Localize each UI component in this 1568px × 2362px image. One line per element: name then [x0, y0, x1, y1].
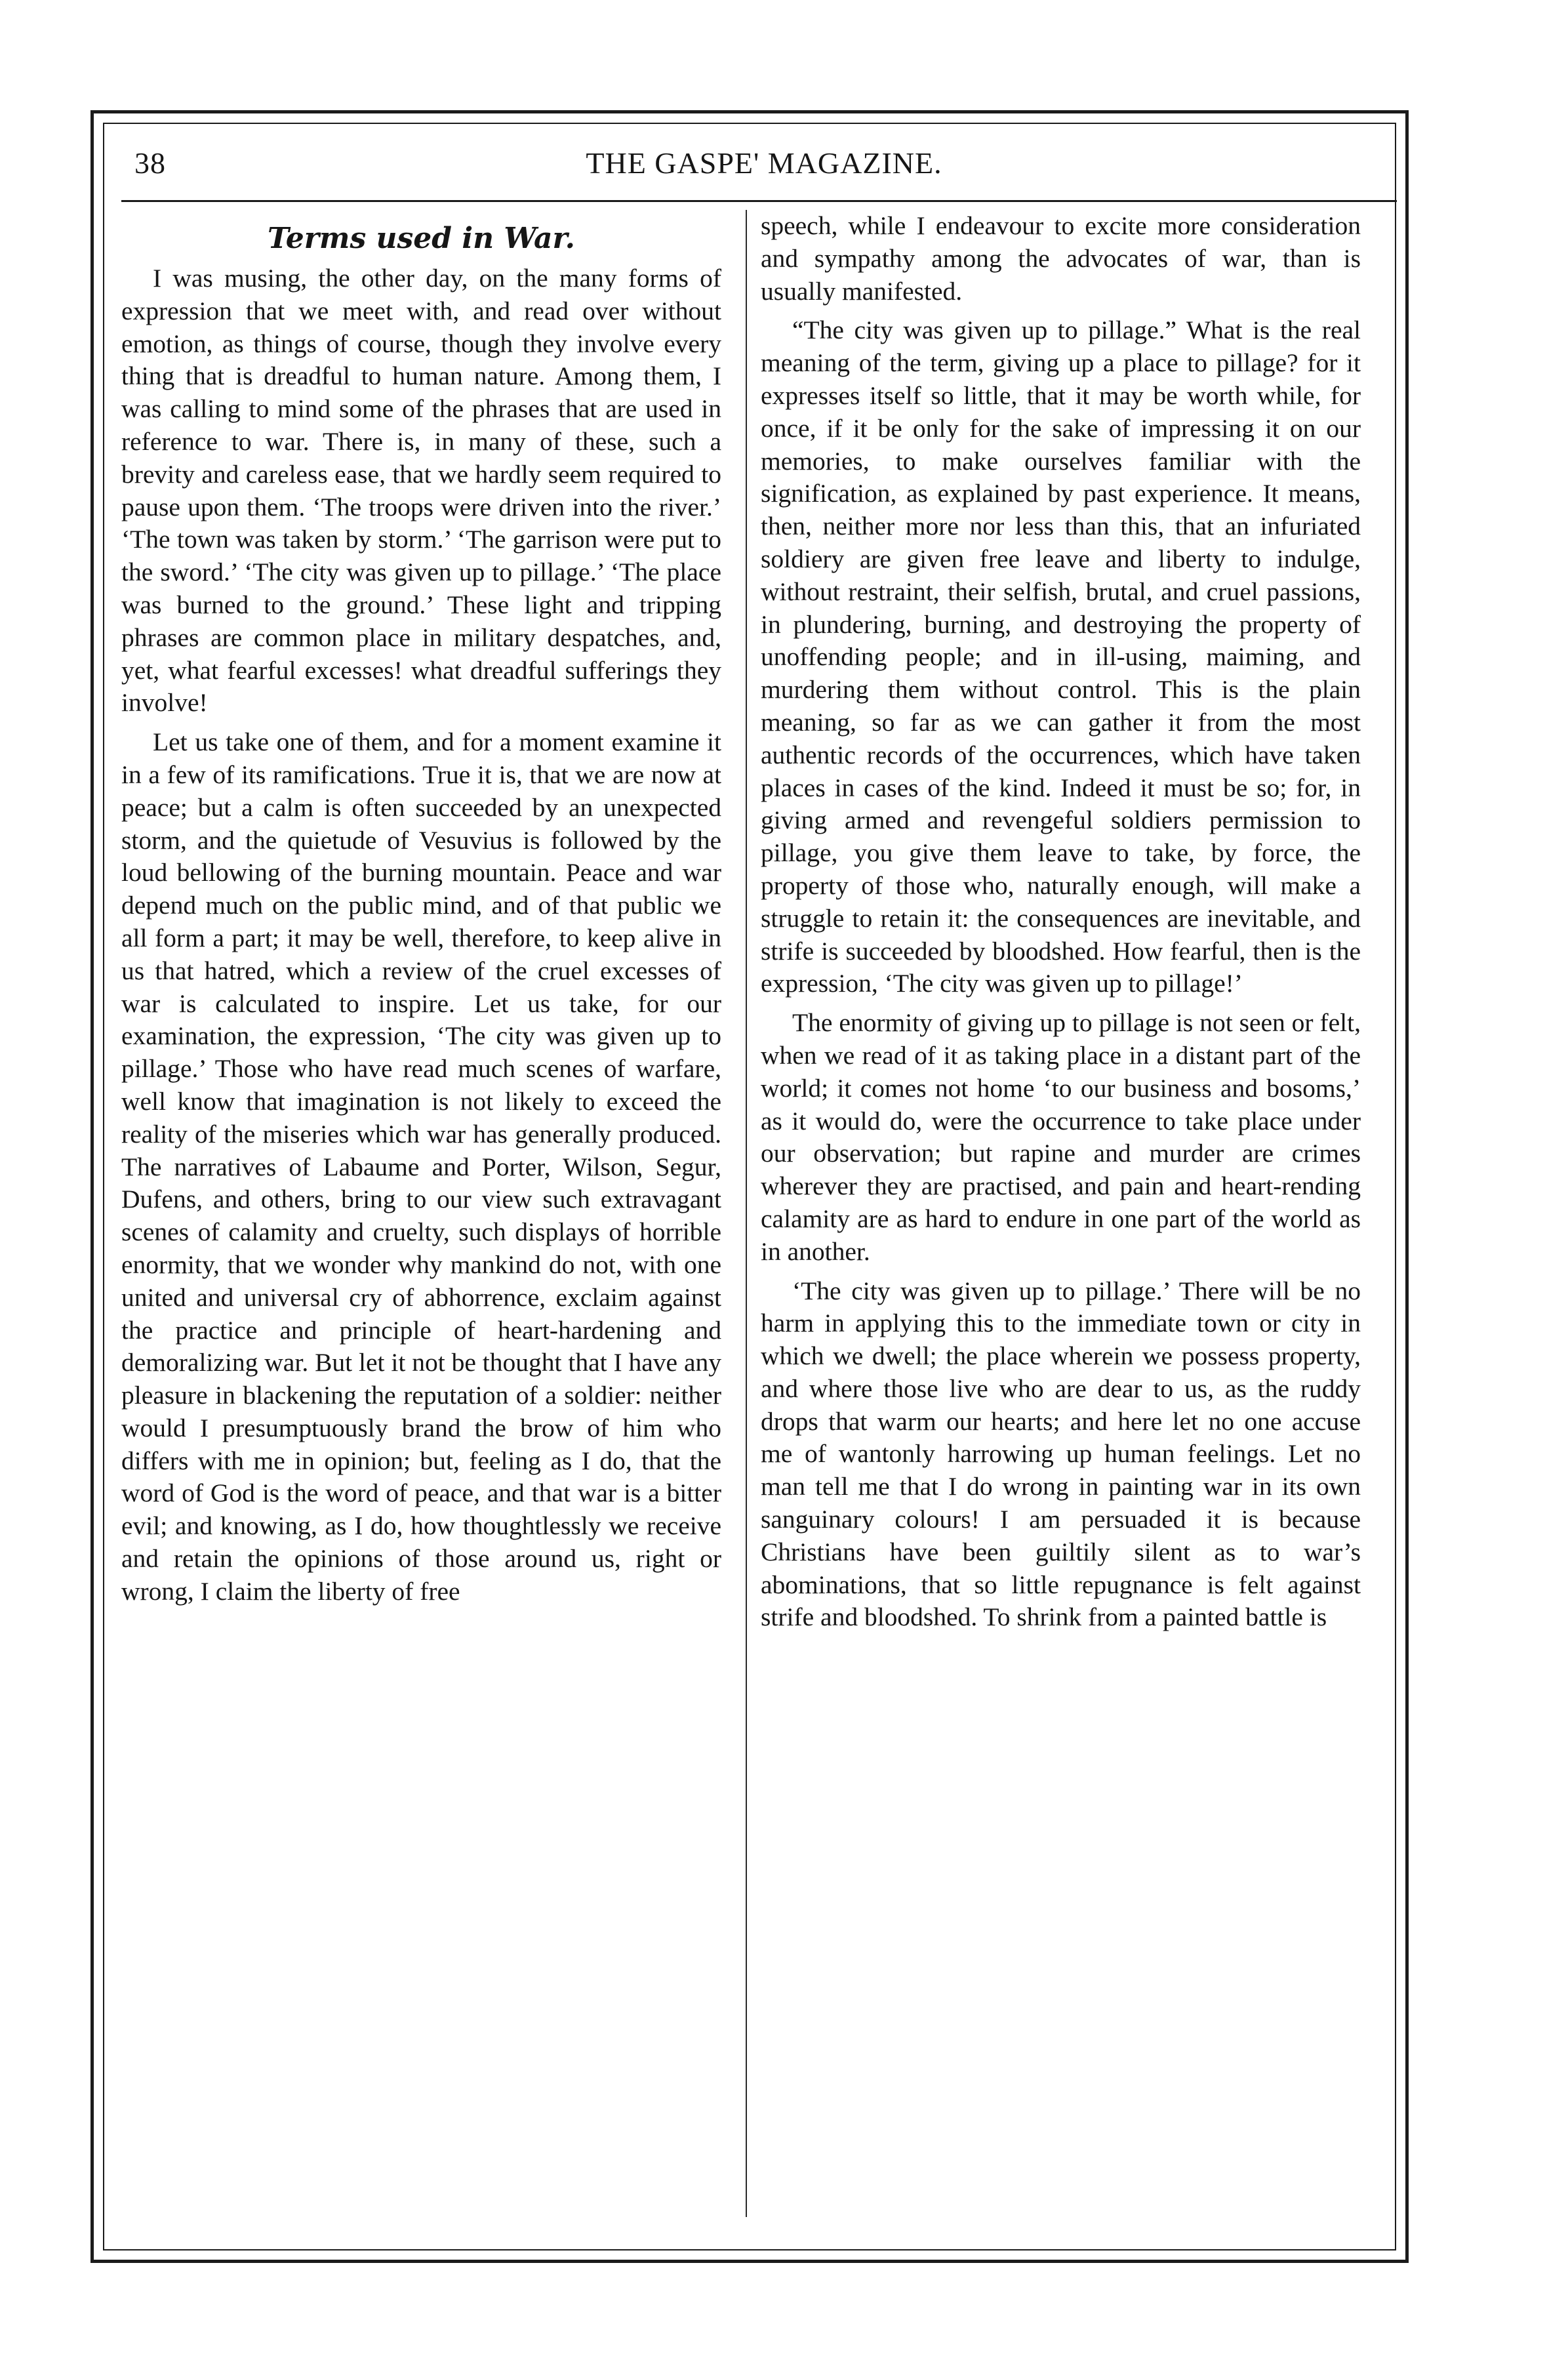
paragraph-2-continued: speech, while I endeavour to excite more consideration and sympathy among the advocates of war, than is usually manifested. [761, 211, 1361, 306]
right-column [761, 210, 1361, 2217]
paragraph-1: I was musing, the other day, on the many forms of expression that we meet with, and read over without emotion, as things of course, though they involve every thing that is dreadful to human nature. Among them, I was calling to mind some of the phrases that are used in reference to war. There is, in many of these, such a brevity and careless ease, that we hardly seem required to pause upon them. ‘The troops were driven into the river.’ ‘The town was taken by storm.’ ‘The garrison were put to the sword.’ ‘The city was given up to pillage.’ ‘The place was burned to the ground.’ These light and tripping phrases are common place in military despatches, and, yet, what fearful excesses! what dreadful sufferings they involve! [121, 264, 721, 718]
page-header [134, 146, 1394, 192]
header-rule [121, 200, 1397, 202]
paragraph-4: The enormity of giving up to pillage is not seen or felt, when we read of it as taking place in a distant part of the world; it comes not home ‘to our business and bosoms,’ as it would do, were the occurrence to take place under our observation; but rapine and murder are crimes wherever they are practised, and pain and heart-rending calamity are as hard to endure in one part of the world as in another. [761, 1008, 1361, 1266]
left-column [121, 210, 721, 2217]
paragraph-3: “The city was given up to pillage.” What is the real meaning of the term, giving up a place to pillage? for it expresses itself so little, that it may be worth while, for once, if it be only for the sake of impressing it on our memories, to make ourselves familiar with the signification, as explained by past experience. It means, then, neither more nor less than this, that an infuriated soldiery are given free leave and liberty to indulge, without restraint, their selfish, brutal, and cruel passions, in plundering, burning, and destroying the property of unoffending people; and in ill-using, maiming, and murdering them without control. This is the plain meaning, so far as we can gather it from the most authentic records of the occurrences, which have taken places in cases of the kind. Indeed it must be so; for, in giving armed and revengeful soldiers permission to pillage, you give them leave to take, by force, the property of those who, naturally enough, will make a struggle to retain it: the consequences are inevitable, and strife is succeeded by bloodshed. How fearful, then is the expression, ‘The city was given up to pillage!’ [761, 316, 1361, 998]
running-title: THE GASPE' MAGAZINE. [586, 146, 942, 180]
article-title: Terms used in War. [268, 222, 575, 255]
paragraph-2: Let us take one of them, and for a moment examine it in a few of its ramifications. True it is, that we are now at peace; but a calm is often succeeded by an unexpected storm, and the quietude of Vesuvius is followed by the loud bellowing of the burning mountain. Peace and war depend much on the public mind, and of that public we all form a part; it may be well, therefore, to keep alive in us that hatred, which a review of the cruel excesses of war is calculated to inspire. Let us take, for our examination, the expression, ‘The city was given up to pillage.’ Those who have read much scenes of warfare, well know that imagination is not likely to exceed the reality of the miseries which war has generally produced. The narratives of Labaume and Porter, Wilson, Segur, Dufens, and others, bring to our view such extravagant scenes of calamity and cruelty, such displays of horrible enormity, that we wonder why mankind do not, with one united and universal cry of abhorrence, exclaim against the practice and principle of heart-hardening and demoralizing war. But let it not be thought that I have any pleasure in blackening the reputation of a soldier: neither would I presumptuously brand the brow of him who differs with me in opinion; but, feeling as I do, that the word of God is the word of peace, and that war is a bitter evil; and knowing, as I do, how thoughtlessly we receive and retain the opinions of those around us, right or wrong, I claim the liberty of free [121, 727, 721, 1606]
page-number: 38 [134, 146, 166, 180]
column-divider [746, 210, 747, 2217]
paragraph-5: ‘The city was given up to pillage.’ There will be no harm in applying this to the immediate town or city in which we dwell; the place wherein we possess property, and where those live who are dear to us, as the ruddy drops that warm our hearts; and here let no one accuse me of wantonly harrowing up human feelings. Let no man tell me that I do wrong in painting war in its own sanguinary colours! I am persuaded it is because Christians have been guiltily silent as to war’s abominations, that so little repugnance is felt against strife and bloodshed. To shrink from a painted battle is [761, 1276, 1361, 1632]
